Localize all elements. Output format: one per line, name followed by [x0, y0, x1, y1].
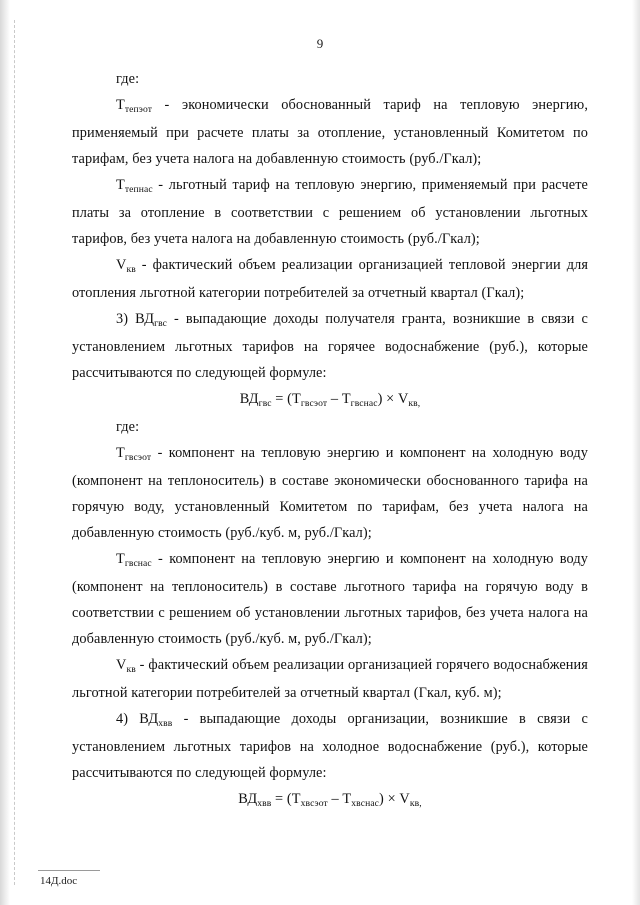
- paragraph: $Т_{тепнас}$ - льготный тариф на тепловую энергию, применяемый при расчете платы за отопление в соответствии с решением об установлении льготных тарифов, без учета налога на добавленную стоимость (руб./Гкал);: [72, 177, 588, 247]
- footer-divider: [38, 870, 100, 871]
- formula-line: $ВД_{гвс} = (Т_{гвсэот} - Т_{гвснас}) \times V_{кв,}$: [239, 391, 421, 409]
- document-body: [72, 66, 588, 814]
- paragraph: $V_{кв}$ - фактический объем реализации организацией горячего водоснабжения льготной категории потребителей за отчетный квартал (Гкал, куб. м);: [72, 657, 588, 701]
- page-number: 9: [316, 36, 324, 51]
- paragraph: $Т_{тепэот}$ - экономически обоснованный тариф на тепловую энергию, применяемый при расчете платы за отопление, установленный Комитетом по тарифам, без учета налога на добавленную стоимость (руб./Гкал);: [72, 97, 588, 167]
- paragraph: где:: [116, 419, 140, 435]
- paragraph: где:: [116, 71, 140, 87]
- formula-line: $ВД_{хвв} = (Т_{хвсэот} - Т_{хвснас}) \times V_{кв,}$: [238, 791, 422, 809]
- paragraph: 4) $ВД_{хвв}$ - выпадающие доходы организации, возникшие в связи с установлением льготных тарифов на холодное водоснабжение (руб.), которые рассчитываются по следующей формуле:: [72, 711, 589, 781]
- paragraph: 3) $ВД_{гвс}$ - выпадающие доходы получателя гранта, возникшие в связи с установлением льготных тарифов на горячее водоснабжение (руб.), которые рассчитываются по следующей формуле:: [72, 311, 588, 381]
- paragraph: $V_{кв}$ - фактический объем реализации организацией тепловой энергии для отопления льготной категории потребителей за отчетный квартал (Гкал);: [72, 257, 588, 301]
- footer-filename: 14Д.doc: [40, 875, 78, 887]
- paragraph: $Т_{гвснас}$ - компонент на тепловую энергию и компонент на холодную воду (компонент на теплоноситель) в составе льготного тарифа на горячую воду в соответствии с решением об установлении льготных тарифов, без учета налога на добавленную стоимость (руб./куб. м, руб./Гкал);: [72, 551, 588, 647]
- paragraph: $Т_{гвсэот}$ - компонент на тепловую энергию и компонент на холодную воду (компонент на теплоноситель) в составе экономически обоснованного тарифа на горячую воду, установленный Комитетом по тарифам, без учета налога на добавленную стоимость (руб./куб. м, руб./Гкал);: [72, 445, 588, 541]
- page-margin-guide: [14, 20, 16, 885]
